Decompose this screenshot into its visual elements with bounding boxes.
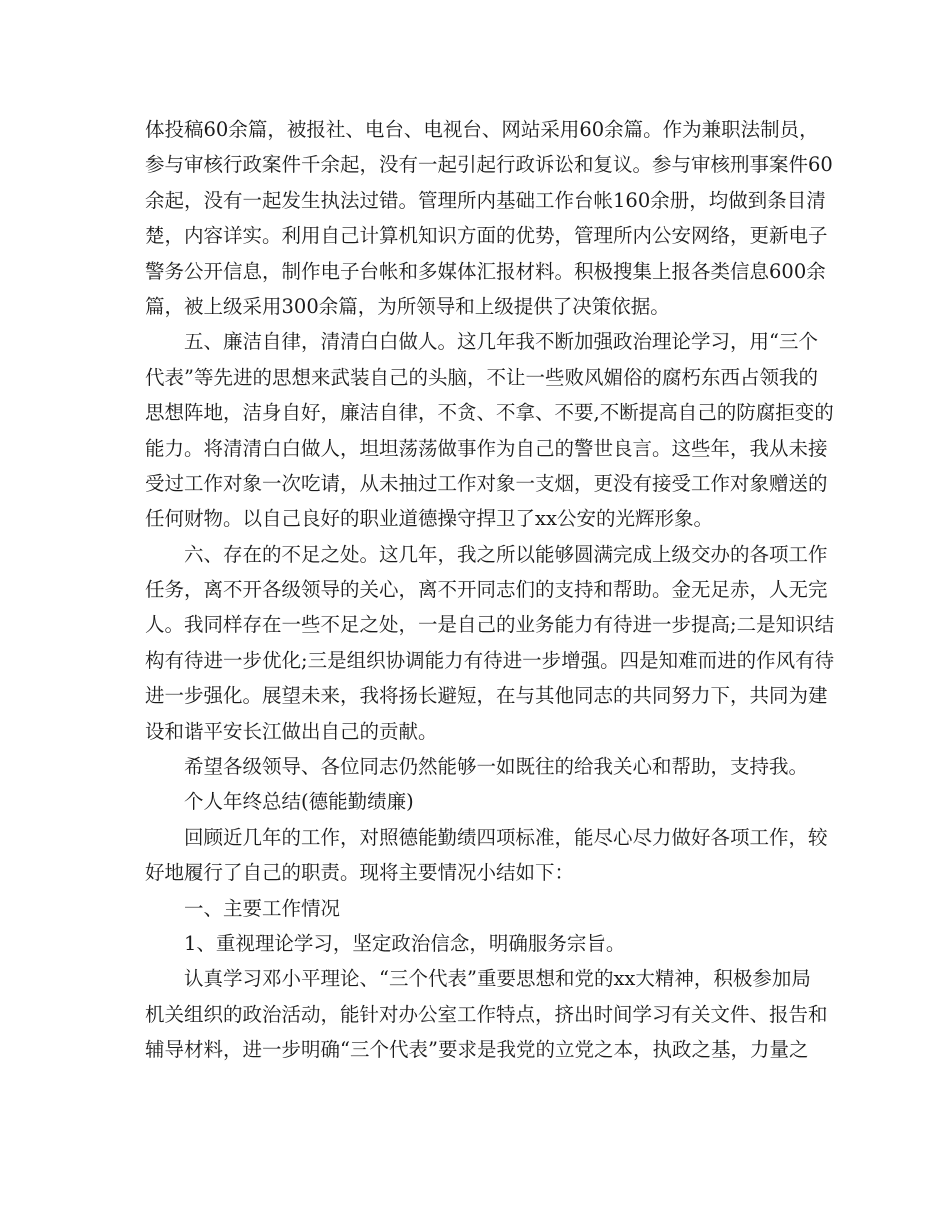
text-line: 构有待进一步优化;三是组织协调能力有待进一步增强。四是知难而进的作风有待 xyxy=(145,648,835,672)
text-line: 希望各级领导、各位同志仍然能够一如既往的给我关心和帮助，支持我。 xyxy=(184,755,809,779)
text-line: 楚，内容详实。利用自己计算机知识方面的优势，管理所内公安网络，更新电子 xyxy=(145,224,828,248)
text-line: 1、重视理论学习，坚定政治信念，明确服务宗旨。 xyxy=(184,931,626,955)
body-text xyxy=(145,112,835,1068)
text-line: 一、主要工作情况 xyxy=(184,896,341,920)
text-line: 辅导材料，进一步明确“三个代表”要求是我党的立党之本，执政之基，力量之 xyxy=(145,1038,809,1062)
text-line: 代表”等先进的思想来武装自己的头脑，不让一些败风媚俗的腐朽东西占领我的 xyxy=(145,365,818,389)
text-line: 体投稿60余篇，被报社、电台、电视台、网站采用60余篇。作为兼职法制员， xyxy=(145,118,819,141)
text-line: 好地履行了自己的职责。现将主要情况小结如下： xyxy=(145,861,575,885)
text-line: 思想阵地，洁身自好，廉洁自律，不贪、不拿、不要,不断提高自己的防腐拒变的 xyxy=(145,401,834,425)
text-line: 个人年终总结(德能勤绩廉) xyxy=(184,790,414,814)
text-line: 设和谐平安长江做出自己的贡献。 xyxy=(145,719,438,743)
text-line: 参与审核行政案件千余起，没有一起引起行政诉讼和复议。参与审核刑事案件60 xyxy=(145,153,833,177)
text-line: 任何财物。以自己良好的职业道德操守捍卫了xx公安的光辉形象。 xyxy=(145,507,713,531)
text-line: 人。我同样存在一些不足之处，一是自己的业务能力有待进一步提高;二是知识结 xyxy=(145,613,835,637)
text-line: 篇，被上级采用300余篇，为所领导和上级提供了决策依据。 xyxy=(145,294,670,318)
text-line: 任务，离不开各级领导的关心，离不开同志们的支持和帮助。金无足赤，人无完 xyxy=(145,578,828,602)
text-line: 警务公开信息，制作电子台帐和多媒体汇报材料。积极搜集上报各类信息600余 xyxy=(145,259,826,283)
text-line: 五、廉洁自律，清清白白做人。这几年我不断加强政治理论学习，用“三个 xyxy=(184,330,818,354)
text-line: 余起，没有一起发生执法过错。管理所内基础工作台帐160余册，均做到条目清 xyxy=(145,188,826,212)
text-line: 回顾近几年的工作，对照德能勤绩四项标准，能尽心尽力做好各项工作，较 xyxy=(184,825,828,849)
text-line: 机关组织的政治活动，能针对办公室工作特点，挤出时间学习有关文件、报告和 xyxy=(145,1002,828,1026)
text-line: 能力。将清清白白做人，坦坦荡荡做事作为自己的警世良言。这些年，我从未接 xyxy=(145,436,828,460)
text-line: 认真学习邓小平理论、“三个代表”重要思想和党的xx大精神，积极参加局 xyxy=(184,967,811,991)
text-line: 进一步强化。展望未来，我将扬长避短，在与其他同志的共同努力下，共同为建 xyxy=(145,684,828,708)
text-line: 六、存在的不足之处。这几年，我之所以能够圆满完成上级交办的各项工作 xyxy=(184,542,828,566)
text-line: 受过工作对象一次吃请，从未抽过工作对象一支烟，更没有接受工作对象赠送的 xyxy=(145,471,828,495)
